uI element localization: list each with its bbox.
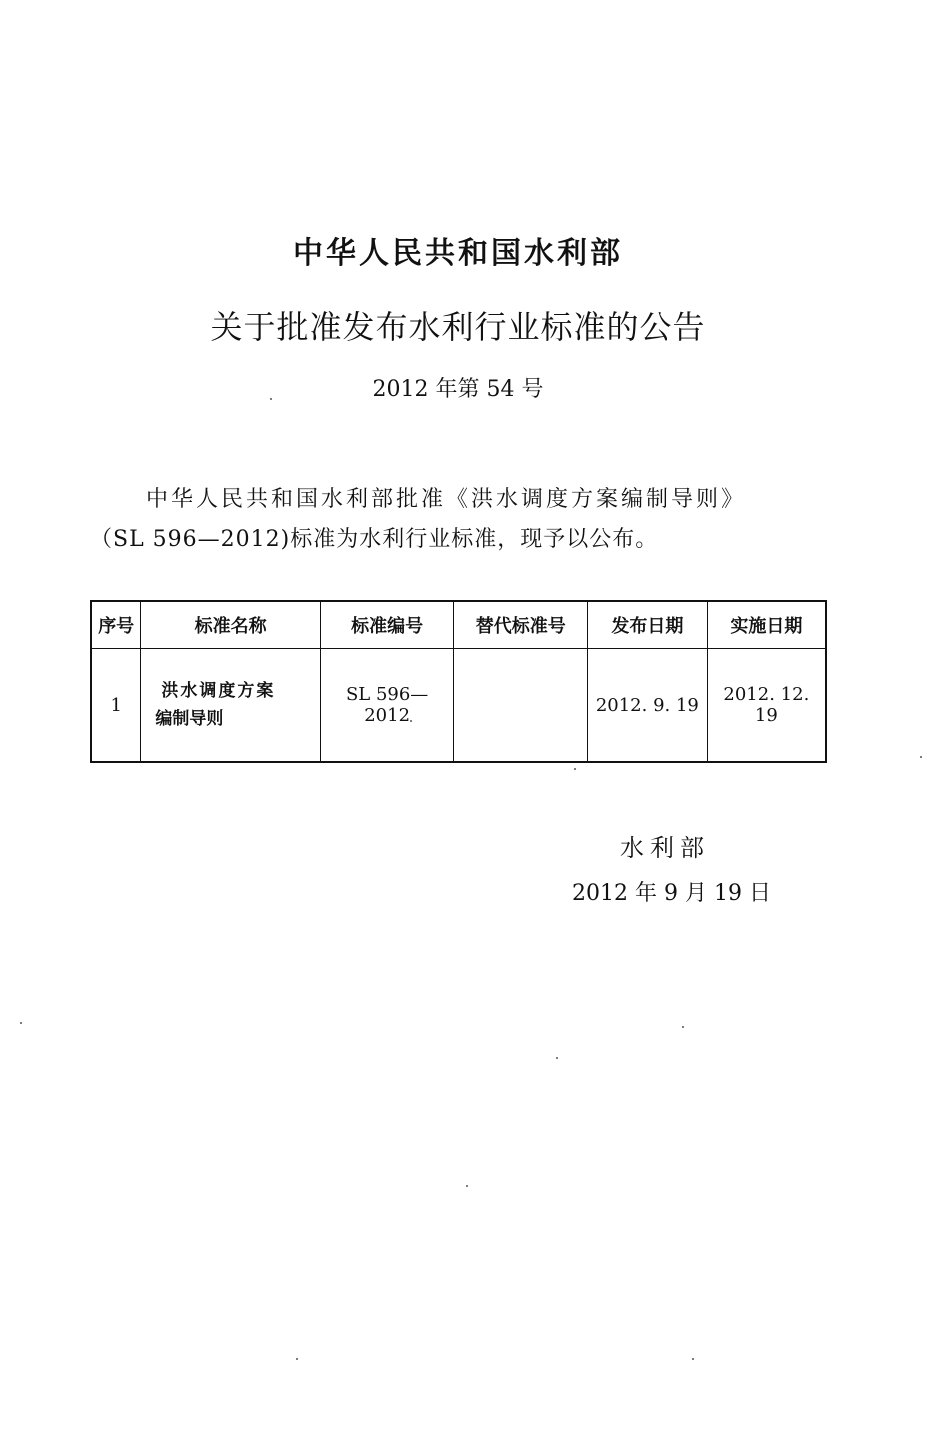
- scan-speck: [270, 398, 272, 400]
- table-row: [91, 649, 826, 763]
- cell-replaces: [454, 649, 588, 763]
- header-seq: 序号: [91, 601, 141, 649]
- header-replaces: 替代标准号: [454, 601, 588, 649]
- body-line-1: 中华人民共和国水利部批准《洪水调度方案编制导则》: [146, 487, 747, 512]
- scan-speck: [556, 1057, 558, 1059]
- standards-table: [90, 600, 827, 763]
- cell-code: SL 596—2012: [320, 649, 454, 763]
- scan-speck: [20, 1022, 22, 1024]
- cell-name-line-2: 编制导则: [155, 709, 224, 729]
- header-effective-date: 实施日期: [707, 601, 826, 649]
- signature-date: 2012 年 9 月 19 日: [572, 881, 771, 906]
- scan-speck: [574, 768, 576, 770]
- header-publish-date: 发布日期: [587, 601, 707, 649]
- issuer-heading: 中华人民共和国水利部: [293, 236, 623, 271]
- cell-publish-date: 2012. 9. 19: [587, 649, 707, 763]
- scan-speck: [410, 720, 412, 722]
- scan-speck: [682, 1026, 684, 1028]
- scan-speck: [296, 1358, 298, 1360]
- scan-speck: [466, 1185, 468, 1187]
- cell-name: [141, 649, 320, 763]
- cell-seq: 1: [91, 649, 141, 763]
- cell-name-line-1: 洪水调度方案: [161, 681, 276, 701]
- header-code: 标准编号: [320, 601, 454, 649]
- header-name: 标准名称: [141, 601, 320, 649]
- notice-number: 2012 年第 54 号: [372, 377, 544, 402]
- scan-speck: [920, 756, 922, 758]
- notice-body: [90, 480, 830, 560]
- signer-name: 水利部: [620, 834, 710, 862]
- table-header-row: [91, 601, 826, 649]
- cell-effective-date: 2012. 12. 19: [707, 649, 826, 763]
- body-line-2: （SL 596—2012)标准为水利行业标准，现予以公布。: [90, 527, 659, 552]
- notice-title: 关于批准发布水利行业标准的公告: [210, 308, 706, 346]
- scan-speck: [692, 1358, 694, 1360]
